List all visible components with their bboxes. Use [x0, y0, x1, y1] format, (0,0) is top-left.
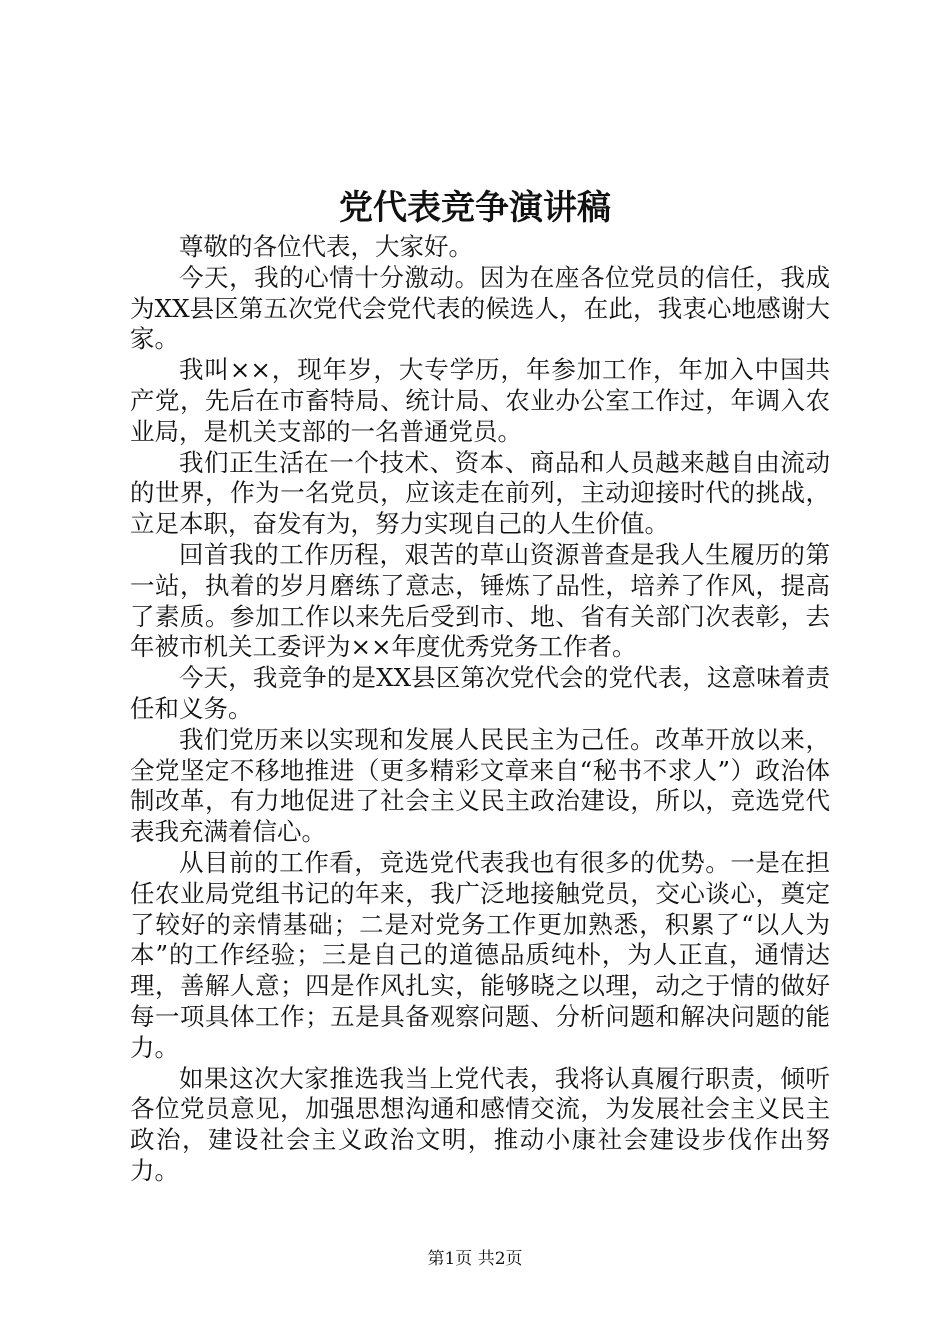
- paragraph-advantages: 从目前的工作看，竞选党代表我也有很多的优势。一是在担任农业局党组书记的年来，我广泛地接触党员，交心谈心，奠定了较好的亲情基础；二是对党务工作更加熟悉，积累了“以人为本”的工作经验；三是自己的道德品质纯朴，为人正直，通情达理，善解人意；四是作风扎实，能够晓之以理，动之于情的做好每一项具体工作；五是具备观察问题、分析问题和解决问题的能力。: [130, 847, 830, 1062]
- paragraph-self-intro: 我叫××，现年岁，大专学历，年参加工作，年加入中国共产党，先后在市畜特局、统计局、农业办公室工作过，年调入农业局，是机关支部的一名普通党员。: [130, 355, 830, 446]
- paragraph-era: 我们正生活在一个技术、资本、商品和人员越来越自由流动的世界，作为一名党员，应该走在前列，主动迎接时代的挑战，立足本职，奋发有为，努力实现自己的人生价值。: [130, 447, 830, 539]
- paragraph-greeting: 尊敬的各位代表，大家好。: [179, 232, 473, 261]
- document-title: 党代表竞争演讲稿: [339, 188, 611, 228]
- paragraph-responsibility: 今天，我竞争的是XX县区第次党代会的党代表，这意味着责任和义务。: [130, 663, 830, 723]
- paragraph-commitment: 如果这次大家推选我当上党代表，我将认真履行职责，倾听各位党员意见，加强思想沟通和感情交流，为发展社会主义民主政治，建设社会主义政治文明，推动小康社会建设步伐作出努力。: [130, 1063, 830, 1185]
- paragraph-democracy: 我们党历来以实现和发展人民民主为己任。改革开放以来，全党坚定不移地推进（更多精彩文章来自“秘书不求人”）政治体制改革，有力地促进了社会主义民主政治建设，所以，竞选党代表我充满着信心。: [130, 724, 830, 847]
- paragraph-introduction: 今天，我的心情十分激动。因为在座各位党员的信任，我成为XX县区第五次党代会党代表的候选人，在此，我衷心地感谢大家。: [130, 262, 830, 354]
- paragraph-work-history: 回首我的工作历程，艰苦的草山资源普查是我人生履历的第一站，执着的岁月磨练了意志，锤炼了品性，培养了作风，提高了素质。参加工作以来先后受到市、地、省有关部门次表彰，去年被市机关工委评为××年度优秀党务工作者。: [130, 539, 830, 662]
- document-body: [130, 232, 830, 1187]
- page-footer: 第1页 共2页: [427, 1249, 523, 1269]
